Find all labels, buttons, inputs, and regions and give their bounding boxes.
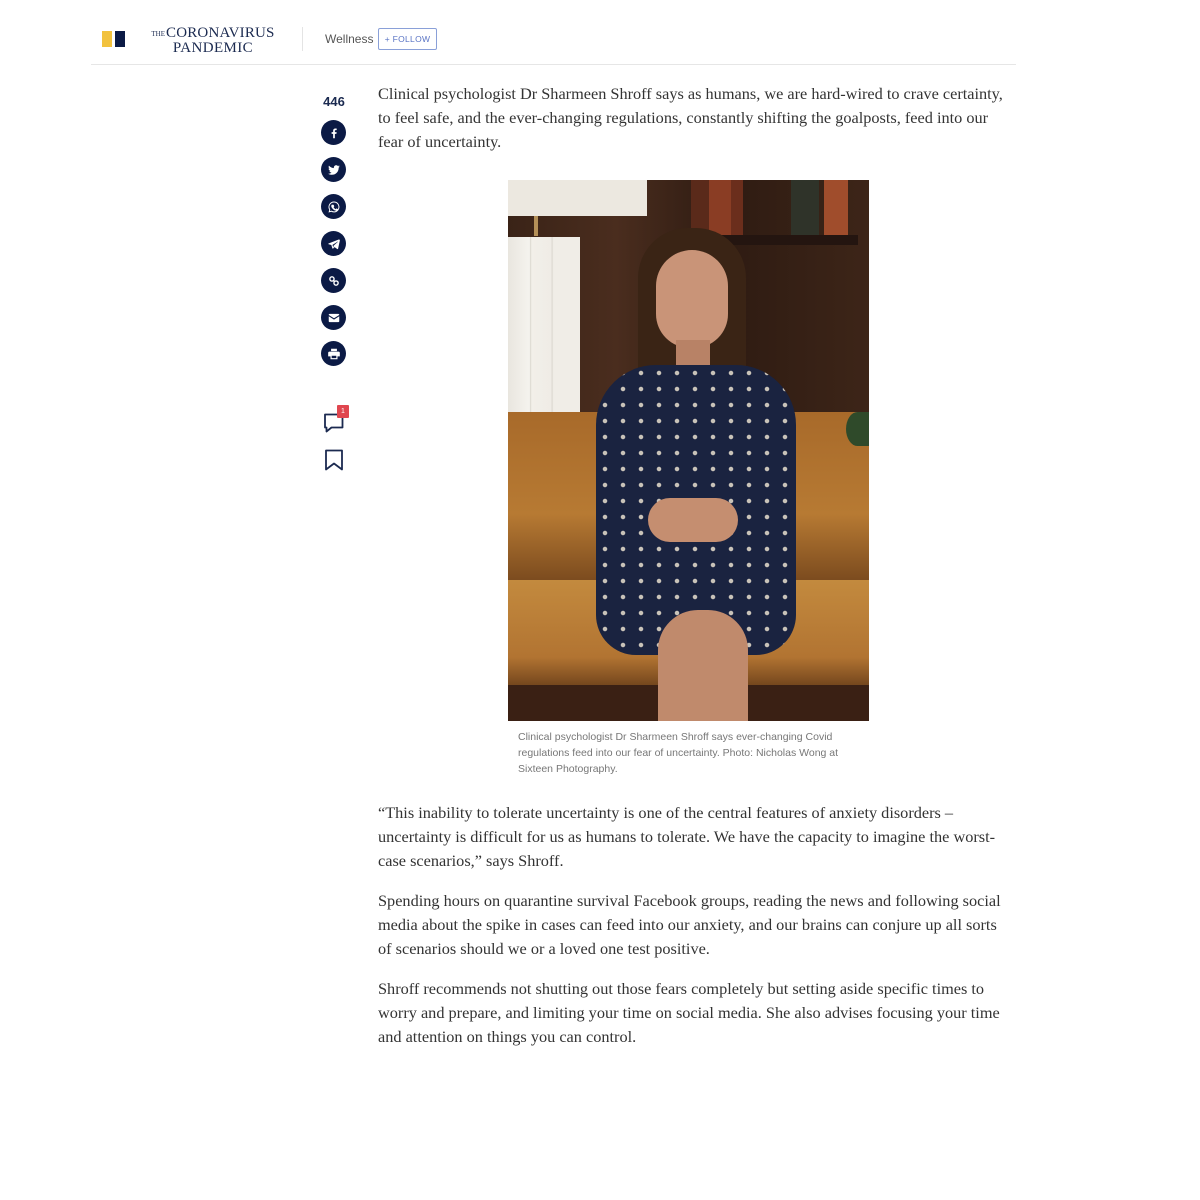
print-button[interactable] xyxy=(321,341,346,366)
brand-the: THE xyxy=(151,30,165,38)
article-figure xyxy=(508,180,869,777)
brand-line-2: PANDEMIC xyxy=(172,40,254,56)
mail-icon xyxy=(327,311,341,325)
section-link-wellness[interactable]: Wellness xyxy=(325,32,374,46)
comment-count-badge: 1 xyxy=(337,405,349,418)
link-icon xyxy=(327,274,341,288)
copy-link-button[interactable] xyxy=(321,268,346,293)
share-rail xyxy=(320,94,348,109)
share-twitter-button[interactable] xyxy=(321,157,346,182)
share-telegram-button[interactable] xyxy=(321,231,346,256)
share-count: 446 xyxy=(323,94,345,109)
logo-yellow-block xyxy=(102,31,112,47)
header-divider xyxy=(302,27,303,51)
facebook-icon xyxy=(327,126,341,140)
logo-navy-block xyxy=(115,31,125,47)
article-paragraph: Shroff recommends not shutting out those fears completely but setting aside specific times to worry and prepare, and limiting your time on social media. She also advises focusing your time and attention on things you can control. xyxy=(378,979,1000,1046)
telegram-icon xyxy=(327,237,341,251)
article-paragraph: “This inability to tolerate uncertainty is one of the central features of anxiety disorders – uncertainty is difficult for us as humans to tolerate. We have the capacity to imagine the worst-case scenarios,” says Shroff. xyxy=(378,803,996,870)
share-whatsapp-button[interactable] xyxy=(321,194,346,219)
photo-caption: Clinical psychologist Dr Sharmeen Shroff says ever-changing Covid regulations feed into our fear of uncertainty. Photo: Nicholas Wong at Sixteen Photography. xyxy=(518,731,839,775)
follow-button[interactable]: + FOLLOW xyxy=(378,28,437,50)
site-header xyxy=(91,0,1016,65)
bookmark-icon[interactable] xyxy=(322,448,346,472)
print-icon xyxy=(327,347,341,361)
section-brand-title[interactable] xyxy=(148,25,278,56)
article-paragraph: Spending hours on quarantine survival Facebook groups, reading the news and following social media about the spike in cases can feed into our anxiety, and our brains can conjure up all sorts of scenarios should we or a loved one test positive. xyxy=(378,891,1001,958)
brand-line-1: CORONAVIRUS xyxy=(165,25,275,41)
share-facebook-button[interactable] xyxy=(321,120,346,145)
whatsapp-icon xyxy=(327,200,341,214)
article-paragraph: Clinical psychologist Dr Sharmeen Shroff says as humans, we are hard-wired to crave certainty, to feel safe, and the ever-changing regulations, constantly shifting the goalposts, feed into our fear of uncertainty. xyxy=(378,84,1003,151)
logo-mark[interactable] xyxy=(102,31,125,47)
share-email-button[interactable] xyxy=(321,305,346,330)
twitter-icon xyxy=(327,163,341,177)
article-photo-sharmeen-shroff[interactable] xyxy=(508,180,869,721)
